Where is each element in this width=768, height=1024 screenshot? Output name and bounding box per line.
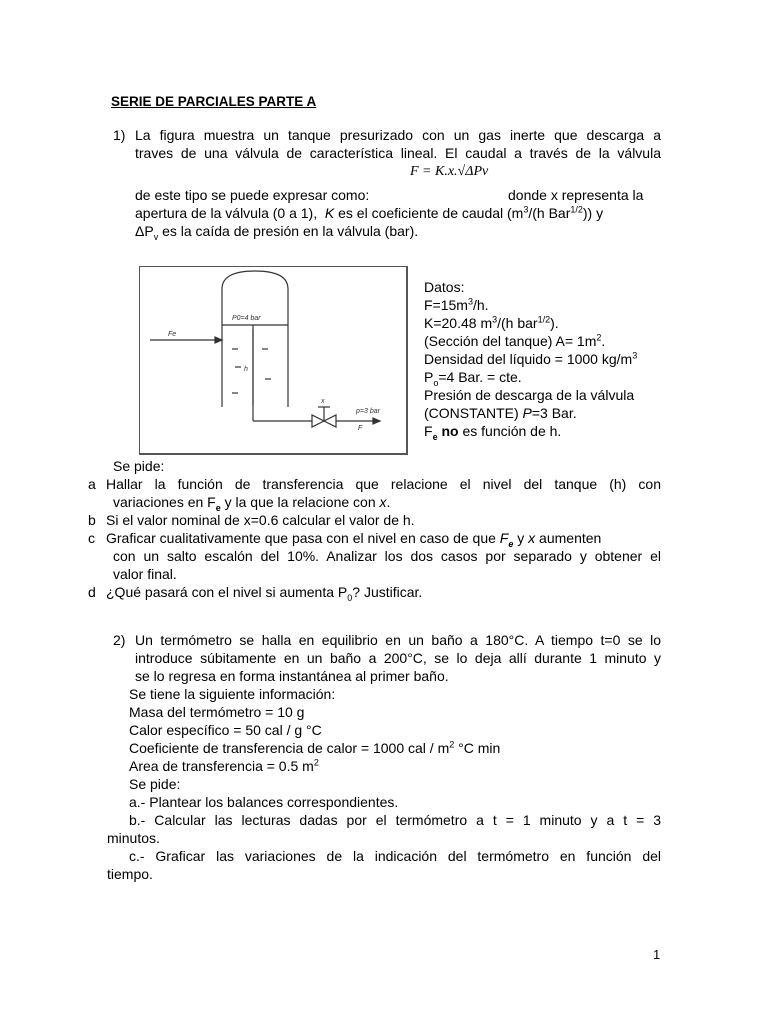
page-title: SERIE DE PARCIALES PARTE A (111, 94, 317, 109)
problem-2-question-a: a.- Plantear los balances correspondientes. (129, 794, 399, 810)
problem-1-line-5: $\Delta P_v$ es la caída de presión en la válvula (bar). (135, 223, 419, 242)
x-label: x (321, 398, 325, 405)
problem-1-line-1: La figura muestra un tanque presurizado con un gas inerte que descarga a (135, 127, 661, 143)
p-label: p=3 bar (356, 408, 380, 415)
question-d-line-1: ¿Qué pasará con el nivel si aumenta $P_0$? Justificar. (106, 584, 423, 603)
h-label: h (244, 366, 248, 373)
outlet-arrow (373, 418, 380, 424)
data-list (424, 278, 637, 440)
problem-1-line-3a: de este tipo se puede expresar como: (135, 187, 370, 203)
problem-1-number: 1) (113, 127, 126, 143)
problem-1-line-3b: donde x representa la (508, 187, 644, 203)
data-discharge-pressure: Presión de descarga de la válvula (424, 387, 635, 403)
question-b-line-1: Si el valor nominal de x=0.6 calcular el valor de h. (106, 512, 415, 528)
questions-label: Se pide: (113, 458, 165, 474)
problem-2-question-c-line-2: tiempo. (107, 866, 153, 882)
question-c-line-3: valor final. (113, 566, 177, 582)
problem-2-heat-coefficient: Coeficiente de transferencia de calor = 1000 cal / $m^2$ °C min (129, 739, 501, 756)
data-k: K=20.48 $m^3/(h$ bar$^{1/2}$). (424, 314, 559, 331)
problem-2-question-b-line-1: b.- Calcular las lecturas dadas por el termómetro a t = 1 minuto y a t = 3 (129, 812, 661, 828)
flow-formula: F = K.x.√ΔPv (410, 164, 489, 179)
problem-2-specific-heat: Calor específico = 50 cal / g °C (129, 722, 322, 738)
data-fe-note: $F_e$ no es función de h. (424, 423, 562, 442)
problem-2-question-b-line-2: minutos. (107, 830, 160, 846)
data-constant: (CONSTANTE) P=3 Bar. (424, 405, 577, 421)
problem-2-line-2: introduce súbitamente en un baño a 200°C, se lo deja allí durante 1 minuto y (135, 650, 661, 666)
question-c-line-1: Graficar cualitativamente que pasa con el nivel en caso de que $F_e$ y x aumenten (106, 530, 602, 549)
p0-label: P0=4 bar (232, 315, 261, 322)
data-flow: $F=15m^3/h$. (424, 296, 489, 313)
tank-diagram-drawing (140, 267, 407, 454)
tank-diagram (139, 266, 408, 455)
fe-label: Fe (168, 331, 177, 338)
f-label: F (358, 425, 363, 432)
valve-left (312, 415, 324, 427)
problem-2-questions-label: Se pide: (129, 776, 181, 792)
data-p0: $P_o=4$ Bar. = cte. (424, 369, 522, 388)
problem-2-mass: Masa del termómetro = 10 g (129, 704, 305, 720)
data-heading: Datos: (424, 279, 465, 295)
problem-1-line-4: apertura de la válvula (0 a 1), K es el coeficiente de caudal ($m^3/(h$ Bar$^{1/2}$)) y (135, 204, 604, 221)
data-section: (Sección del tanque) $A= 1m^2$. (424, 332, 606, 349)
problem-2-line-3: se lo regresa en forma instantánea al primer baño. (135, 668, 449, 684)
valve-right (324, 415, 336, 427)
problem-2-line-4: Se tiene la siguiente información: (129, 686, 336, 702)
problem-2-question-c-line-1: c.- Graficar las variaciones de la indicación del termómetro en función del (129, 848, 661, 864)
question-b-letter: b (88, 512, 96, 528)
data-density: Densidad del líquido = 1000 $kg/m^3$ (424, 350, 638, 367)
problem-1-line-2: traves de una válvula de característica lineal. El caudal a través de la válvula (135, 145, 661, 161)
problem-2-area: Area de transferencia = 0.5 $m^2$ (129, 757, 319, 774)
inlet-arrow (215, 337, 222, 343)
question-c-line-2: con un salto escalón del 10%. Analizar los dos casos por separado y obtener el (113, 548, 661, 564)
question-a-line-1: Hallar la función de transferencia que relacione el nivel del tanque (h) con (106, 476, 661, 492)
question-c-letter: c (88, 530, 95, 546)
page-number: 1 (653, 947, 661, 962)
question-a-line-2: variaciones en $F_e$ y la que la relacione con x. (113, 494, 391, 513)
tank-shell (222, 271, 288, 407)
question-d-letter: d (88, 584, 96, 600)
problem-2-line-1: Un termómetro se halla en equilibrio en un baño a 180°C. A tiempo t=0 se lo (135, 632, 661, 648)
problem-2-number: 2) (113, 632, 126, 648)
question-a-letter: a (88, 476, 96, 492)
